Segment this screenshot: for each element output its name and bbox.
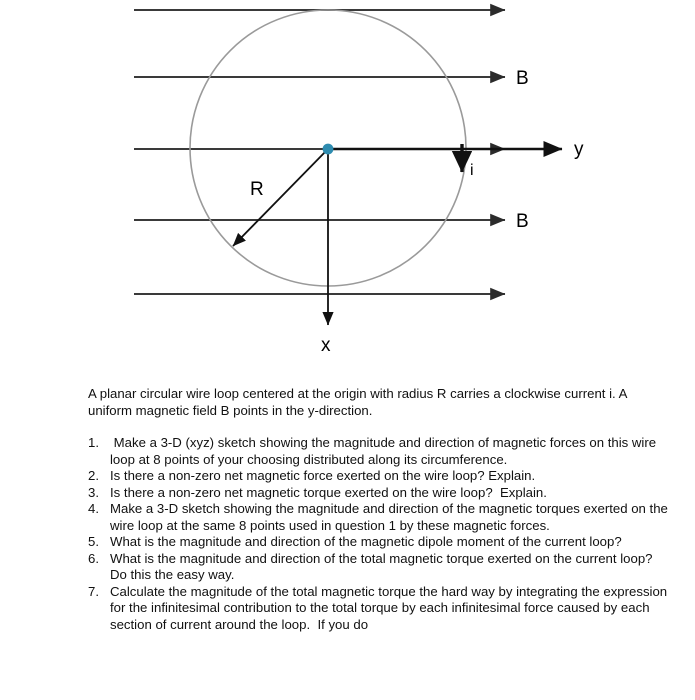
current-label: i [470,162,474,179]
problem-statement-block [88,386,672,633]
question-item [88,501,670,534]
question-text: Is there a non-zero net magnetic torque exerted on the wire loop? Explain. [110,484,547,500]
questions-list [88,435,672,633]
origin-dot [323,144,334,155]
y-axis-label: y [574,139,584,160]
question-number: 2. [88,468,99,483]
question-number: 1. [88,435,99,450]
field-label-lower: B [516,211,529,232]
question-item [88,435,670,468]
question-number: 3. [88,484,99,500]
radius-label: R [250,179,264,200]
question-number: 4. [88,501,99,516]
question-text: Is there a non-zero net magnetic force exerted on the wire loop? Explain. [110,468,536,483]
question-number: 5. [88,534,99,549]
x-axis-label: x [321,335,331,356]
question-text: Make a 3-D (xyz) sketch showing the magnitude and direction of magnetic forces on this wire loop at 8 points of your choosing distributed along its circumference. [110,435,660,467]
field-label-upper: B [516,68,529,89]
intro-paragraph: A planar circular wire loop centered at the origin with radius R carries a clockwise current i. A uniform magnetic field B points in the y-direction. [88,386,627,418]
question-item [88,485,670,502]
question-item [88,584,670,634]
question-text: Make a 3-D sketch showing the magnitude and direction of the magnetic torques exerted on the wire loop at the same 8 points used in question 1 by these magnetic forces. [110,501,672,533]
question-text: Calculate the magnitude of the total magnetic torque the hard way by integrating the expression for the infinitesimal contribution to the total torque by each infinitesimal force caused by each section of current around the loop. If you do [110,583,671,632]
question-item [88,551,670,584]
question-number: 7. [88,583,99,599]
question-number: 6. [88,550,99,566]
question-text: What is the magnitude and direction of the total magnetic torque exerted on the current loop? Do this the easy way. [110,550,660,582]
question-item [88,468,670,485]
question-item [88,534,670,551]
question-text: What is the magnitude and direction of the magnetic dipole moment of the current loop? [110,534,622,549]
